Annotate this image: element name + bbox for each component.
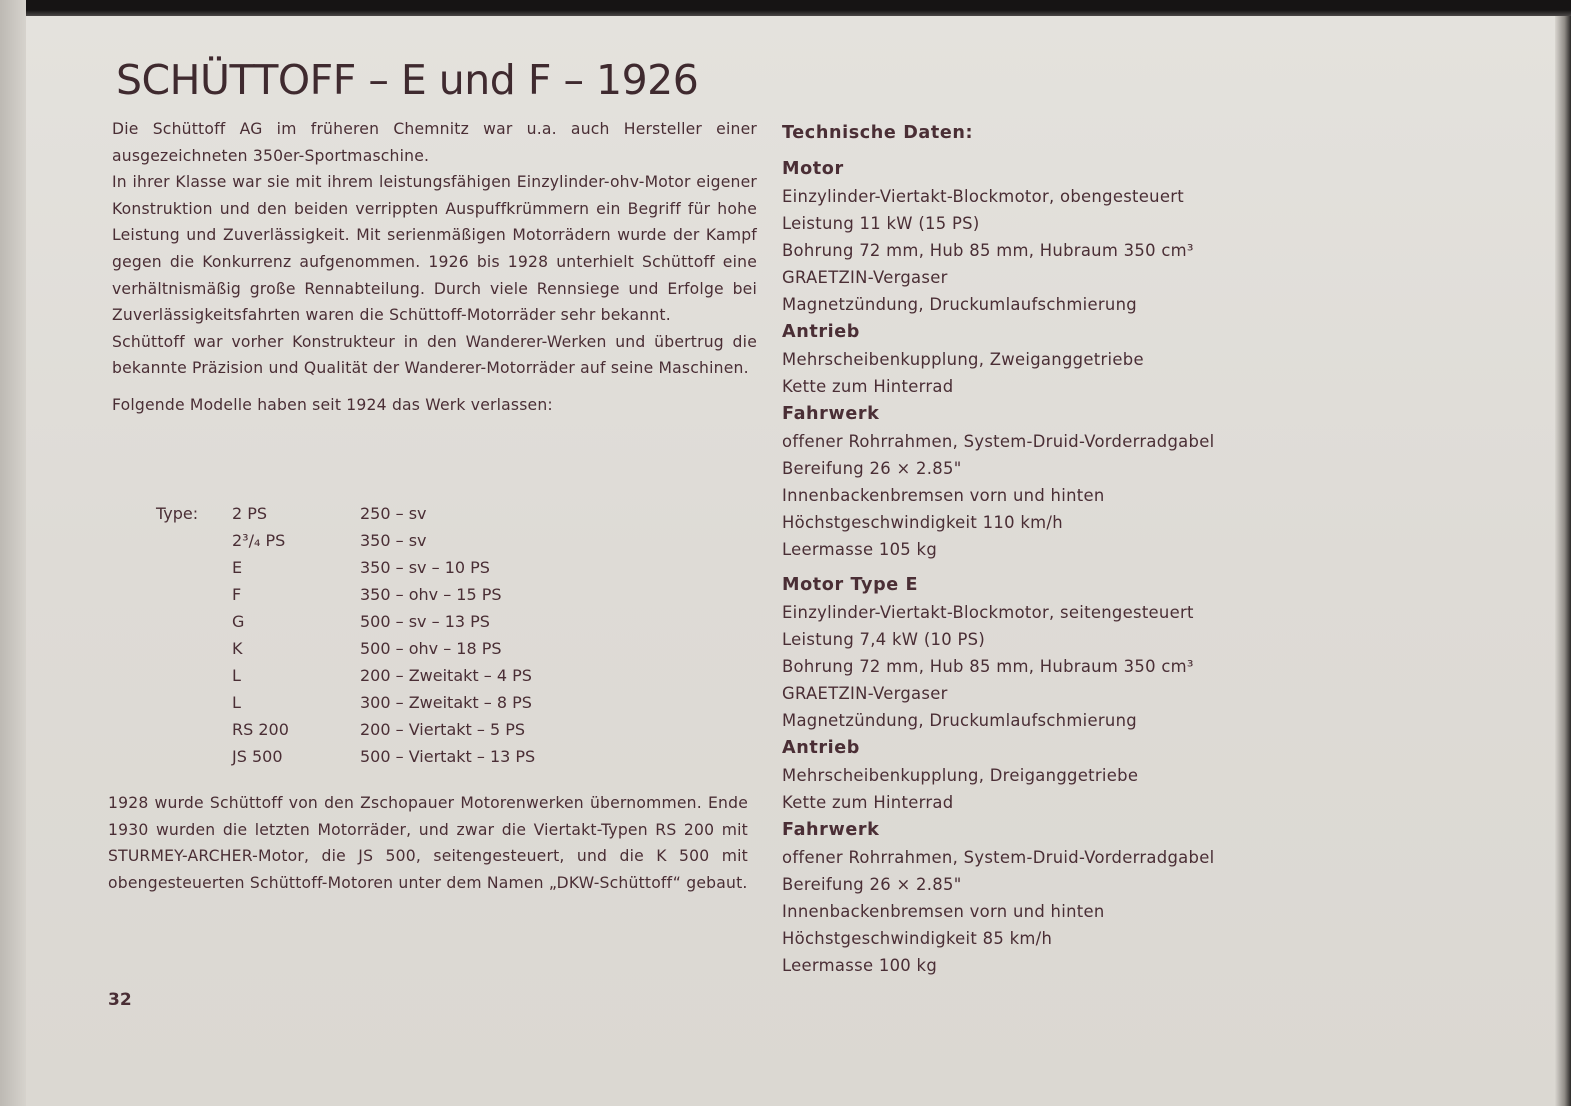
spec-line: Höchstgeschwindigkeit 85 km/h [782, 929, 1053, 948]
model-spec: 250 – sv [360, 504, 427, 523]
model-spec: 200 – Zweitakt – 4 PS [360, 666, 532, 685]
section-heading-fahrwerk: Fahrwerk [782, 404, 880, 424]
model-spec: 350 – sv [360, 531, 427, 550]
closing-paragraph: 1928 wurde Schüttoff von den Zschopauer Motorenwerken übernommen. Ende 1930 wurden die letzten Motorräder, und zwar die Viertakt-Typen RS 200 mit STURMEY-ARCHER-Motor, die JS 500, seitengesteuert, und die K 500 mit obengesteuerten Schüttoff-Motoren unter dem Namen „DKW-Schüttoff“ gebaut. [108, 794, 748, 892]
models-type-label: Type: [156, 504, 199, 523]
spec-line: Magnetzündung, Druckumlaufschmierung [782, 711, 1137, 730]
spec-line: Höchstgeschwindigkeit 110 km/h [782, 513, 1063, 532]
book-spine-shadow [0, 0, 26, 1106]
spec-line: Kette zum Hinterrad [782, 377, 954, 396]
spec-line: Mehrscheibenkupplung, Zweiganggetriebe [782, 350, 1144, 369]
model-spec: 500 – Viertakt – 13 PS [360, 747, 536, 766]
spec-line: Innenbackenbremsen vorn und hinten [782, 902, 1105, 921]
section-heading-antrieb: Antrieb [782, 322, 860, 342]
intro-paragraph-1: Die Schüttoff AG im früheren Chemnitz war u.a. auch Hersteller einer ausgezeichneten 350er-Sportmaschine. [112, 120, 757, 165]
intro-paragraph-2: In ihrer Klasse war sie mit ihrem leistungsfähigen Einzylinder-ohv-Motor eigener Konstruktion und den beiden verrippten Auspuffkrümmern ein Begriff für hohe Leistung und Zuverlässigkeit. Mit serienmäßigen Motorrädern wurde der Kampf gegen die Konkurrenz aufgenommen. 1926 bis 1928 unterhielt Schüttoff eine verhältnismäßig große Rennabteilung. Durch viele Rennsiege und Erfolge bei Zuverlässigkeitsfahrten waren die Schüttoff-Motorräder sehr bekannt. [112, 173, 757, 325]
spec-line: Bereifung 26 × 2.85" [782, 459, 962, 478]
spec-line: Leistung 7,4 kW (10 PS) [782, 630, 986, 649]
model-spec: 500 – sv – 13 PS [360, 612, 490, 631]
models-intro: Folgende Modelle haben seit 1924 das Werk verlassen: [112, 395, 553, 414]
technical-data [782, 119, 1342, 979]
section-heading-antrieb: Antrieb [782, 738, 860, 758]
model-name: 2³/₄ PS [232, 531, 286, 550]
spec-line: Leistung 11 kW (15 PS) [782, 214, 980, 233]
model-spec: 350 – ohv – 15 PS [360, 585, 502, 604]
spec-line: Einzylinder-Viertakt-Blockmotor, seitengesteuert [782, 603, 1194, 622]
model-name: K [232, 639, 243, 658]
model-spec: 500 – ohv – 18 PS [360, 639, 502, 658]
spec-line: offener Rohrrahmen, System-Druid-Vorderradgabel [782, 848, 1215, 867]
model-name: L [232, 693, 241, 712]
spec-line: Leermasse 100 kg [782, 956, 938, 975]
model-name: F [232, 585, 242, 604]
model-name: G [232, 612, 245, 631]
intro-text [112, 116, 757, 419]
spec-line: Magnetzündung, Druckumlaufschmierung [782, 295, 1137, 314]
book-top-edge [0, 0, 1571, 16]
page-title: SCHÜTTOFF – E und F – 1926 [116, 56, 699, 104]
spec-line: GRAETZIN-Vergaser [782, 268, 948, 287]
spec-line: GRAETZIN-Vergaser [782, 684, 948, 703]
spec-line: Einzylinder-Viertakt-Blockmotor, obengesteuert [782, 187, 1184, 206]
model-spec: 300 – Zweitakt – 8 PS [360, 693, 532, 712]
tech-heading: Technische Daten: [782, 123, 974, 143]
model-name: RS 200 [232, 720, 289, 739]
spec-line: Kette zum Hinterrad [782, 793, 954, 812]
model-name: E [232, 558, 243, 577]
intro-paragraph-3: Schüttoff war vorher Konstrukteur in den Wanderer-Werken und übertrug die bekannte Präzision und Qualität der Wanderer-Motorräder auf seine Maschinen. [112, 332, 757, 378]
spec-line: Innenbackenbremsen vorn und hinten [782, 486, 1105, 505]
section-heading-motor: Motor [782, 159, 844, 179]
spec-line: Leermasse 105 kg [782, 540, 938, 559]
section-heading-motor-type-e: Motor Type E [782, 575, 919, 595]
page-number: 32 [108, 990, 132, 1010]
model-spec: 200 – Viertakt – 5 PS [360, 720, 526, 739]
spec-line: offener Rohrrahmen, System-Druid-Vorderradgabel [782, 432, 1215, 451]
book-right-edge [1555, 16, 1571, 1106]
spec-line: Mehrscheibenkupplung, Dreiganggetriebe [782, 766, 1139, 785]
spec-line: Bereifung 26 × 2.85" [782, 875, 962, 894]
model-name: L [232, 666, 241, 685]
spec-line: Bohrung 72 mm, Hub 85 mm, Hubraum 350 cm³ [782, 241, 1194, 260]
model-spec: 350 – sv – 10 PS [360, 558, 490, 577]
model-name: 2 PS [232, 504, 268, 523]
closing-text [108, 790, 748, 896]
spec-line: Bohrung 72 mm, Hub 85 mm, Hubraum 350 cm³ [782, 657, 1194, 676]
model-name: JS 500 [232, 747, 283, 766]
section-heading-fahrwerk: Fahrwerk [782, 820, 880, 840]
